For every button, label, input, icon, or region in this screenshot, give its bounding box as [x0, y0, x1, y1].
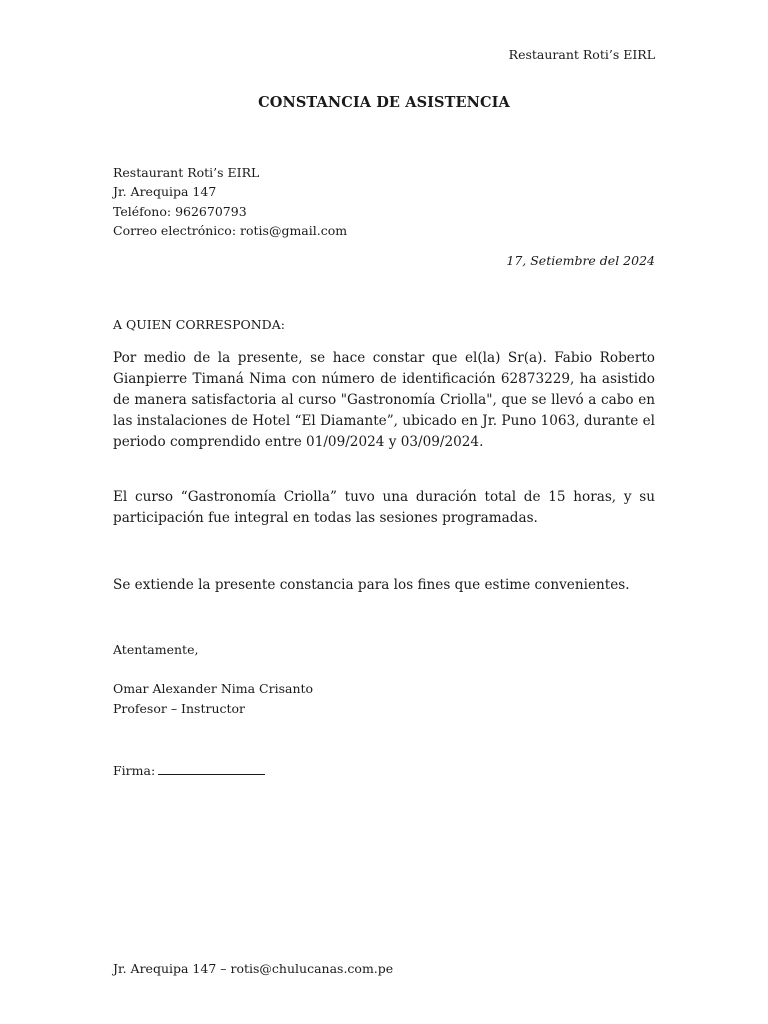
document-date: 17, Setiembre del 2024: [506, 253, 655, 268]
signer-name: Omar Alexander Nima Crisanto: [113, 681, 314, 696]
body-paragraph-1: Por medio de la presente, se hace constar que el(la) Sr(a). Fabio Roberto Gianpierre Timaná Nima con número de identificación 62873229, ha asistido de manera satisfactoria al curso "Gastronomía Criolla", que se llevó a cabo en las instalaciones de Hotel “El Diamante”, ubicado en Jr. Puno 1063, durante el periodo comprendido entre 01/09/2024 y 03/09/2024.: [113, 350, 655, 450]
signer-role: Profesor – Instructor: [113, 700, 246, 716]
sender-block: [113, 163, 347, 240]
document-title: CONSTANCIA DE ASISTENCIA: [258, 94, 510, 111]
footer: Jr. Arequipa 147 – rotis@chulucanas.com.pe: [113, 961, 394, 976]
closing: Atentamente,: [113, 642, 199, 657]
signature-line: [158, 764, 265, 775]
sender-phone: Teléfono: 962670793: [113, 203, 247, 219]
sender-name: Restaurant Roti’s EIRL: [113, 165, 260, 180]
signature-label: Firma:: [113, 763, 156, 778]
salutation: A QUIEN CORRESPONDA:: [113, 317, 285, 332]
body-paragraph-3: Se extiende la presente constancia para los fines que estime convenientes.: [113, 577, 630, 593]
body-paragraph-2: El curso “Gastronomía Criolla” tuvo una duración total de 15 horas, y su participación fue integral en todas las sesiones programadas.: [113, 489, 655, 526]
sender-address: Jr. Arequipa 147: [113, 184, 217, 200]
signer-block: [113, 679, 313, 718]
sender-email: Correo electrónico: rotis@gmail.com: [113, 222, 348, 238]
signature-field: [113, 763, 265, 778]
header-company: Restaurant Roti’s EIRL: [508, 47, 655, 62]
